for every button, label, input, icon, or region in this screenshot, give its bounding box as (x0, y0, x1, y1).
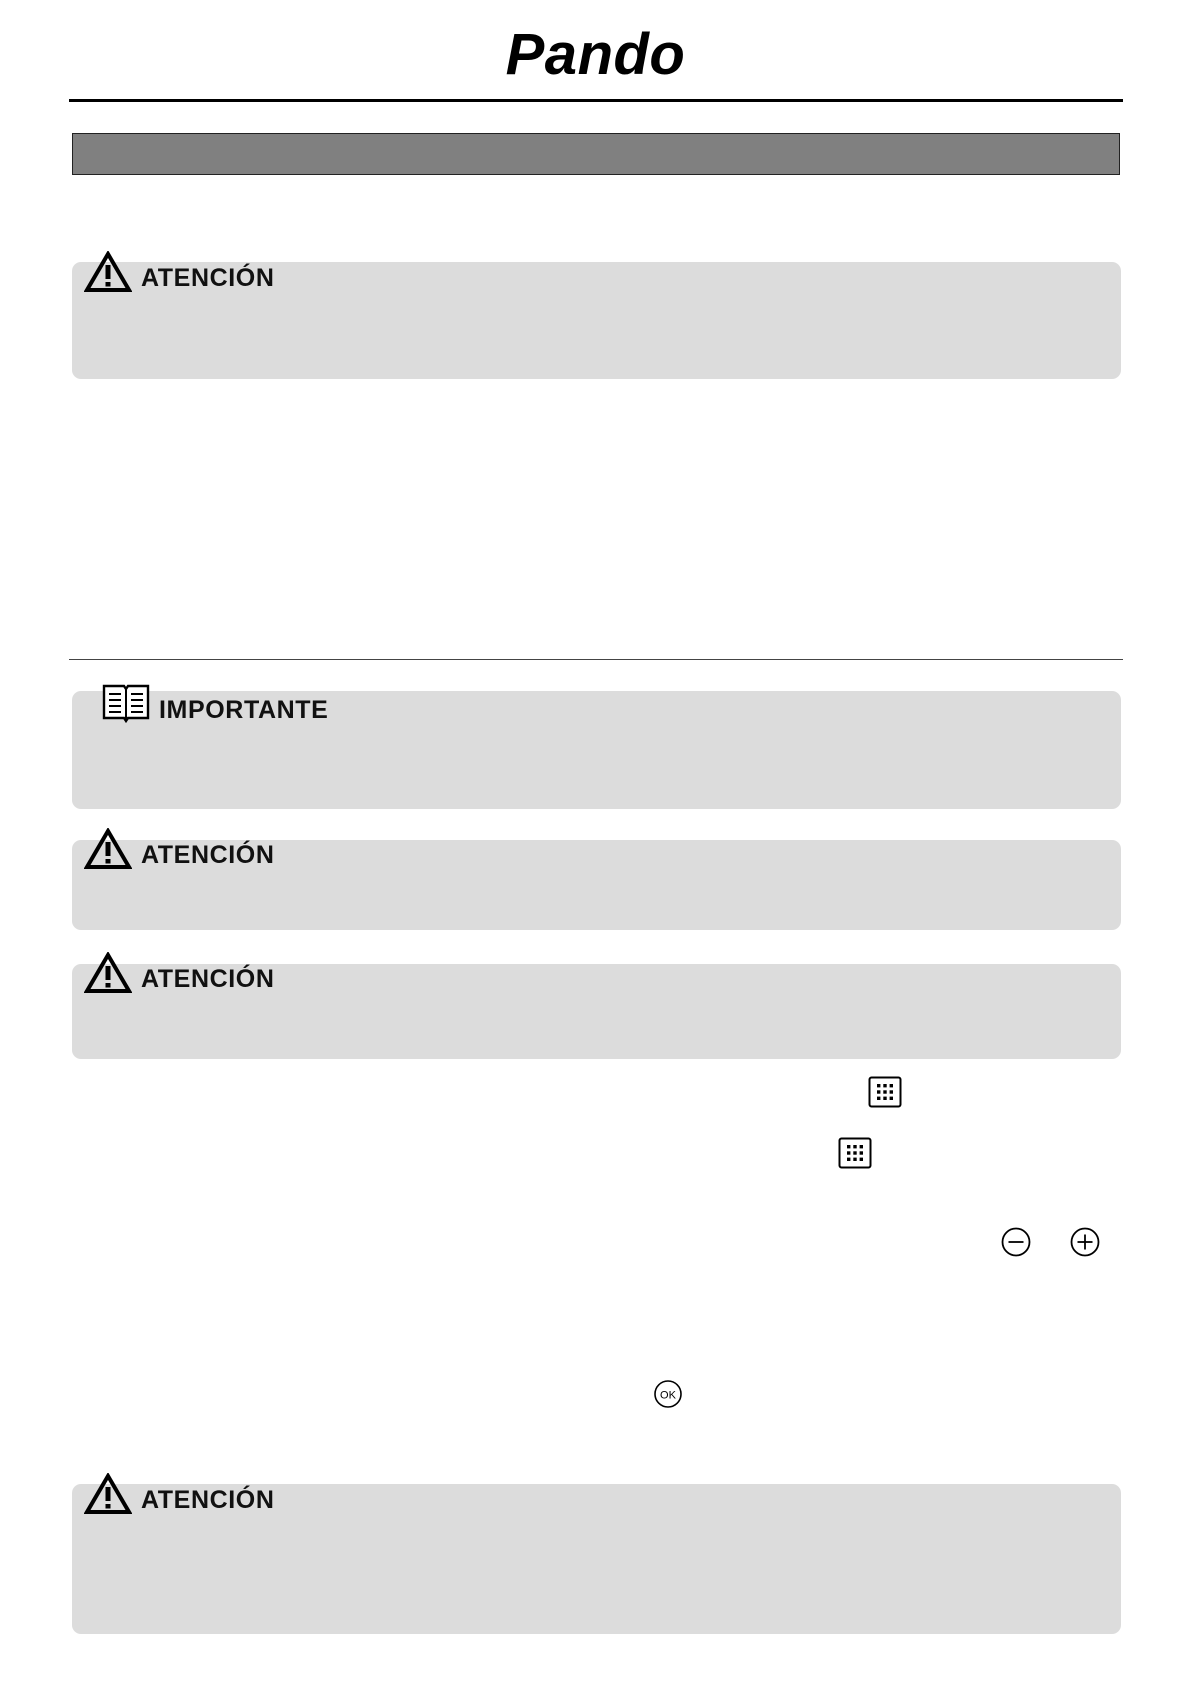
warning-triangle-icon (84, 952, 132, 994)
warning-triangle-icon (84, 828, 132, 870)
notice-title: ATENCIÓN (141, 264, 275, 292)
warning-notice-header (84, 1472, 275, 1515)
open-book-icon (101, 682, 151, 724)
notice-title: ATENCIÓN (141, 841, 275, 869)
warning-notice-header (84, 951, 275, 994)
header-rule (69, 99, 1123, 102)
important-notice-header (101, 680, 328, 725)
warning-triangle-icon (84, 1473, 132, 1515)
warning-notice-header (84, 827, 275, 870)
warning-notice-header (84, 250, 275, 293)
minus-circle-icon (1000, 1226, 1032, 1258)
section-divider (69, 659, 1123, 660)
notice-title: ATENCIÓN (141, 1486, 275, 1514)
ok-button-icon (653, 1379, 683, 1409)
menu-grid-icon (838, 1137, 872, 1169)
brand-logo: Pando (505, 22, 686, 87)
section-heading-bar (72, 133, 1120, 175)
menu-grid-icon (868, 1076, 902, 1108)
notice-title: ATENCIÓN (141, 965, 275, 993)
notice-title: IMPORTANTE (159, 696, 329, 724)
plus-circle-icon (1069, 1226, 1101, 1258)
warning-triangle-icon (84, 251, 132, 293)
svg-text:OK: OK (660, 1389, 676, 1402)
